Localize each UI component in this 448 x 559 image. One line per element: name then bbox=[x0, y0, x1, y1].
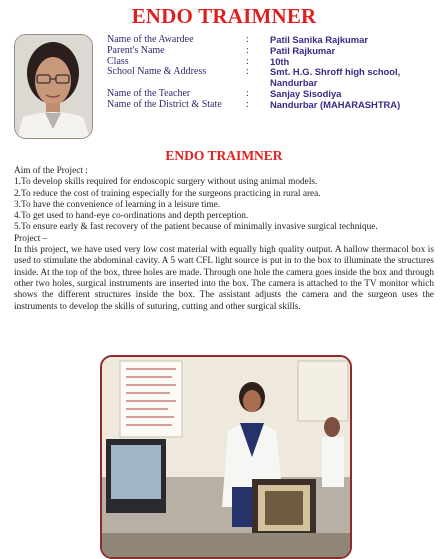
aim-item: 3.To have the convenience of learning in a leisure time. bbox=[14, 199, 221, 210]
project-description: In this project, we have used very low cost material with equally high quality output. A hallow thermacol box is used to stimulate the abdominal cavity. A 5 watt CFL light source is put in to the box to illuminate the structures inside. At the top of the box, three holes are made. Through one hole the camera goes inside the box and through other two holes, surgical instruments are inserted into the box. The camera is attached to the TV monitor which shows the different structures inside the box. The assistant adjusts the camera and the surgeon uses the instruments to develop the skills of suturing, cutting and other surgical skills. bbox=[14, 245, 434, 312]
detail-value: Nandurbar bbox=[270, 77, 318, 89]
project-photo bbox=[100, 355, 352, 559]
page-title: ENDO TRAIMNER bbox=[131, 4, 317, 28]
detail-colon: : bbox=[246, 98, 249, 110]
detail-value: Sanjay Sisodiya bbox=[270, 87, 342, 99]
detail-colon: : bbox=[246, 55, 249, 67]
detail-row-school bbox=[107, 67, 400, 78]
aim-item: 4.To get used to hand-eye co-ordinations and depth perception. bbox=[14, 211, 249, 222]
detail-row-parent bbox=[107, 46, 400, 57]
detail-label: Class bbox=[107, 55, 129, 67]
detail-label: Parent's Name bbox=[107, 44, 165, 56]
awardee-details bbox=[107, 35, 400, 111]
detail-value: Patil Sanika Rajkumar bbox=[270, 34, 368, 45]
detail-label: Name of the Teacher bbox=[107, 87, 191, 99]
detail-value: 10th bbox=[270, 55, 290, 67]
aim-item: 2.To reduce the cost of training especially for the surgeons practicing in rural area. bbox=[14, 188, 321, 199]
detail-colon: : bbox=[246, 66, 249, 78]
project-body bbox=[14, 166, 434, 313]
detail-row-district bbox=[107, 100, 400, 111]
detail-value: Smt. H.G. Shroff high school, bbox=[270, 66, 401, 78]
section-title: ENDO TRAIMNER bbox=[165, 148, 283, 163]
detail-value: Patil Rajkumar bbox=[270, 44, 336, 56]
detail-label: Name of the District & State bbox=[107, 98, 222, 110]
aim-item: 5.To ensure early & fast recovery of the patient because of minimally invasive surgical technique. bbox=[14, 222, 378, 233]
aim-heading: Aim of the Project : bbox=[14, 166, 88, 176]
detail-label: Name of the Awardee bbox=[107, 34, 194, 45]
detail-colon: : bbox=[246, 87, 249, 99]
detail-colon: : bbox=[246, 34, 249, 45]
detail-colon: : bbox=[246, 44, 249, 56]
aim-item: 1.To develop skills required for endoscopic surgery without using animal models. bbox=[14, 177, 318, 188]
awardee-photo bbox=[14, 34, 93, 139]
detail-label: School Name & Address bbox=[107, 66, 207, 78]
project-heading: Project – bbox=[14, 233, 48, 244]
detail-value: Nandurbar (MAHARASHTRA) bbox=[270, 98, 401, 110]
detail-colon bbox=[246, 78, 270, 89]
